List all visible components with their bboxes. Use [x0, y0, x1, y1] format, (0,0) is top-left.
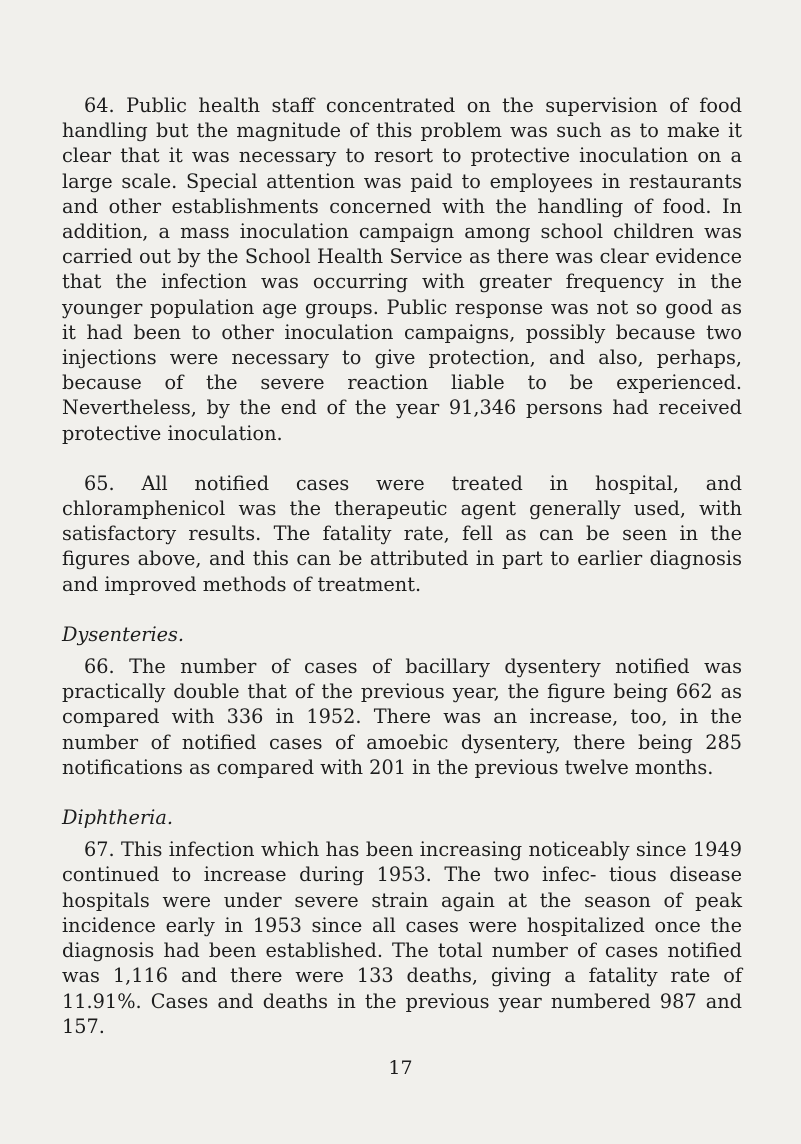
page-number: 17: [388, 1057, 413, 1079]
paragraph-spacer: [62, 446, 742, 471]
heading-spacer: [62, 647, 742, 654]
document-page: [62, 93, 742, 1039]
paragraph-67: 67. This infection which has been increasing noticeably since 1949 continued to increase during 1953. The two infec- tious disease hospitals were under severe strain again at the season of peak incidence early in 1953 since all cases were hospitalized once the diagnosis had been established. The total number of cases notified was 1,116 and there were 133 deaths, giving a fatality rate of 11.91%. Cases and deaths in the previous year numbered 987 and 157.: [62, 838, 742, 1038]
paragraph-65: 65. All notified cases were treated in hospital, and chloramphenicol was the therapeutic agent generally used, with satisfactory results. The fatality rate, fell as can be seen in the figures above, and this can be attributed in part to earlier diagnosis and improved methods of treatment.: [62, 471, 742, 596]
paragraph-spacer: [62, 780, 742, 805]
paragraph-spacer: [62, 597, 742, 622]
paragraph-66: 66. The number of cases of bacillary dysentery notified was practically double that of the previous year, the figure being 662 as compared with 336 in 1952. There was an increase, too, in the number of notified cases of amoebic dysentery, there being 285 notifications as compared with 201 in the previous twelve months.: [62, 655, 742, 779]
heading-spacer: [62, 830, 742, 837]
section-heading-diphtheria: Diphtheria.: [62, 806, 173, 830]
paragraph-64: 64. Public health staff concentrated on the supervision of food handling but the magnitude of this problem was such as to make it clear that it was necessary to resort to protective inoculation on a large scale. Special attention was paid to employees in restaurants and other establishments concerned with the handling of food. In addition, a mass inoculation campaign among school children was carried out by the School Health Service as there was clear evidence that the infection was occurring with greater frequency in the younger population age groups. Public response was not so good as it had been to other inoculation campaigns, possibly because two injections were necessary to give protection, and also, perhaps, because of the severe reaction liable to be experienced. Nevertheless, by the end of the year 91,346 persons had received protective inoculation.: [62, 94, 742, 445]
section-heading-dysenteries: Dysenteries.: [62, 622, 185, 646]
